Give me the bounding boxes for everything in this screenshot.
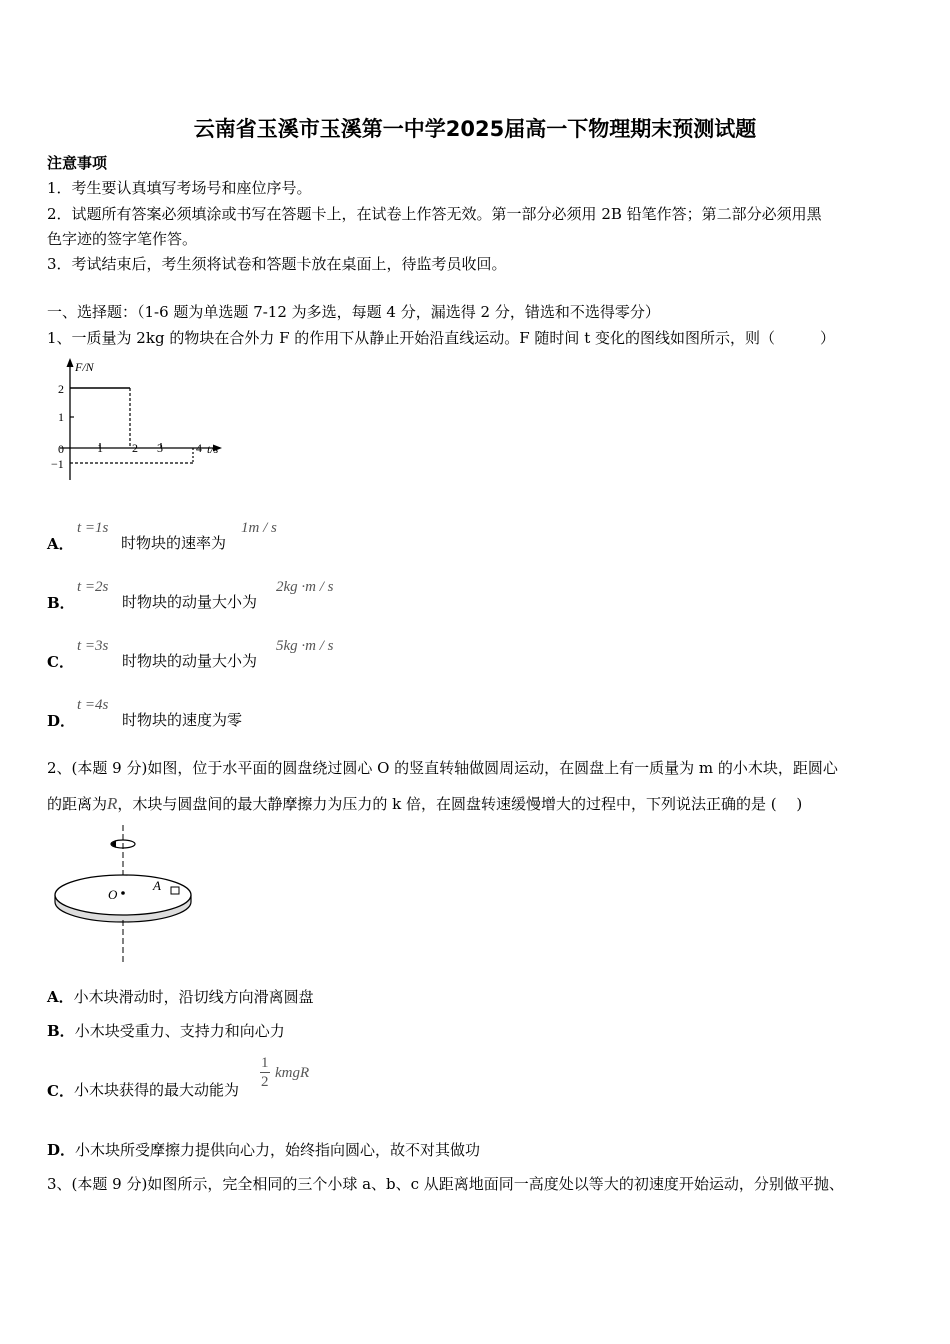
center-label: O: [108, 887, 118, 902]
option-math: t =3s: [77, 638, 109, 654]
center-dot: [121, 891, 125, 895]
q3-stem: 3、(本题 9 分)如图所示，完全相同的三个小球 a、b、c 从距离地面同一高度处以等大的初速度开始运动，分别做平抛、: [47, 1175, 844, 1193]
option-math: 1m / s: [241, 520, 277, 536]
q2-option-a[interactable]: [47, 986, 314, 1007]
fraction-numerator: 1: [261, 1055, 269, 1071]
q2-option-b[interactable]: [47, 1020, 285, 1041]
y-tick-label: −1: [51, 457, 64, 471]
option-math: t =2s: [77, 579, 109, 595]
option-text: 时物块的动量大小为: [122, 652, 258, 670]
notice-item: 色字迹的签字笔作答。: [47, 230, 198, 248]
fraction: [260, 1054, 270, 1091]
option-letter: A．: [47, 535, 74, 553]
option-text: 小木块获得的最大动能为: [74, 1081, 240, 1099]
q2-stem-text: ，木块与圆盘间的最大静摩擦力为压力的 k 倍，在圆盘转速缓慢增大的过程中，下列说法正确的是 ( ): [117, 795, 803, 813]
disk-top: [55, 875, 191, 915]
y-axis-arrow: [67, 358, 74, 367]
option-letter: D．: [47, 1141, 76, 1159]
y-axis-label: F/N: [75, 360, 94, 374]
option-letter: C．: [47, 653, 74, 671]
option-text: 小木块滑动时，沿切线方向滑离圆盘: [73, 988, 314, 1006]
option-math: 2kg ·m / s: [276, 579, 334, 595]
y-tick-label: 1: [58, 410, 64, 424]
option-text: 时物块的速度为零: [122, 711, 243, 729]
y-tick-label: 2: [58, 382, 64, 396]
option-math: t =1s: [77, 520, 109, 536]
notice-item: 3．考试结束后，考生须将试卷和答题卡放在桌面上，待监考员收回。: [47, 255, 507, 273]
option-letter: B．: [47, 1022, 75, 1040]
q2-stem-text: 的距离为: [47, 795, 108, 813]
option-text: 时物块的速率为: [121, 534, 227, 552]
option-letter: A．: [47, 988, 74, 1006]
q2-radius-symbol: R: [107, 794, 118, 813]
section-heading: 一、选择题：（1-6 题为单选题 7-12 为多选，每题 4 分，漏选得 2 分，错选和不选得零分）: [47, 303, 660, 321]
option-text: 小木块所受摩擦力提供向心力，始终指向圆心，故不对其做功: [75, 1141, 481, 1159]
option-math: t =4s: [77, 697, 109, 713]
notice-item: 2．试题所有答案必须填涂或书写在答题卡上，在试卷上作答无效。第一部分必须用 2B 铅笔作答；第二部分必须用黑: [47, 205, 822, 223]
option-letter: C．: [47, 1082, 74, 1100]
notice-heading: 注意事项: [47, 154, 108, 172]
x-tick-label: 3: [157, 441, 163, 455]
option-letter: D．: [47, 712, 76, 730]
q2-stem-line2: [47, 793, 802, 814]
q1-force-time-graph: [45, 355, 245, 485]
x-axis-label: t/s: [207, 442, 219, 456]
x-tick-label: 4: [196, 441, 202, 455]
q2-stem-line1: 2、(本题 9 分)如图，位于水平面的圆盘绕过圆心 O 的竖直转轴做圆周运动，在圆盘上有一质量为 m 的小木块，距圆心: [47, 759, 838, 777]
fraction-denominator: 2: [261, 1074, 269, 1090]
x-tick-label: 1: [97, 441, 103, 455]
x-tick-label: 2: [132, 441, 138, 455]
q1-stem: 1、一质量为 2kg 的物块在合外力 F 的作用下从静止开始沿直线运动。F 随时间 t 变化的图线如图所示，则（ ）: [47, 329, 836, 347]
option-math: 5kg ·m / s: [276, 638, 334, 654]
option-text: 时物块的动量大小为: [122, 593, 258, 611]
y-tick-label: 0: [58, 442, 64, 456]
option-letter: B．: [47, 594, 75, 612]
option-text: 小木块受重力、支持力和向心力: [74, 1022, 285, 1040]
notice-item: 1．考生要认真填写考场号和座位序号。: [47, 179, 312, 197]
q2-disk-figure: [50, 820, 210, 970]
page-title: 云南省玉溪市玉溪第一中学2025届高一下物理期末预测试题: [193, 117, 757, 141]
q2-option-d[interactable]: [47, 1139, 480, 1160]
wood-block: [171, 887, 179, 894]
point-label: A: [153, 878, 161, 893]
option-math: kmgR: [275, 1065, 310, 1081]
